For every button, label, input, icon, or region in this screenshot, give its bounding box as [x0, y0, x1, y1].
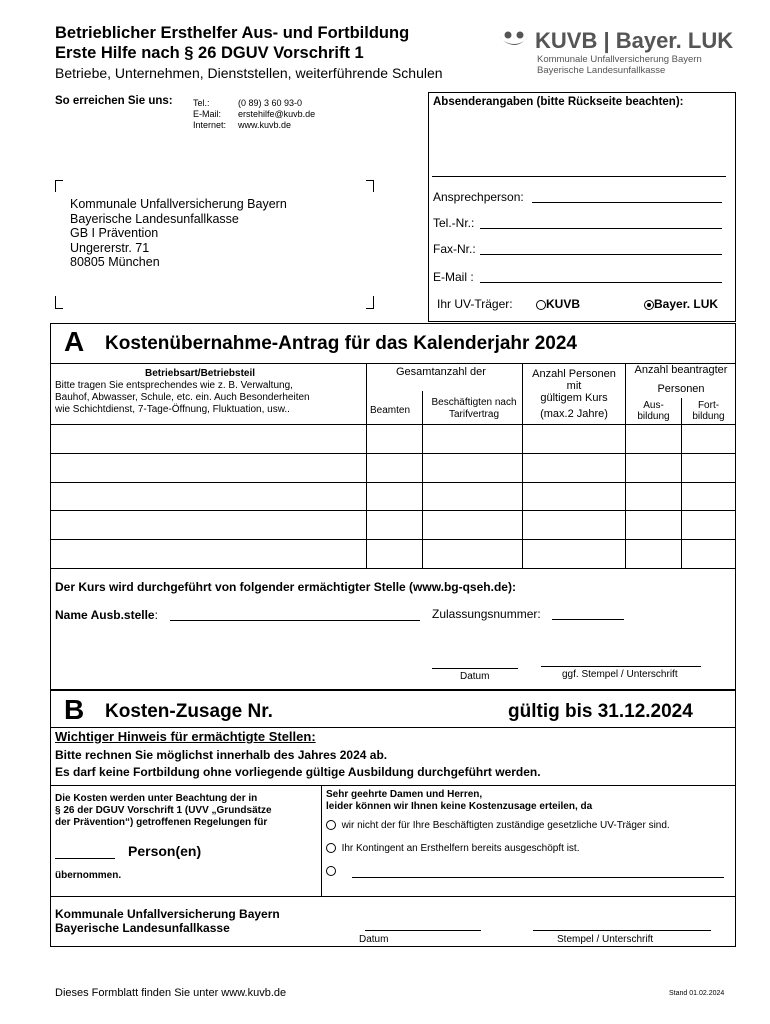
- org-line: Bayerische Landesunfallkasse: [55, 921, 230, 935]
- cost-line: der Prävention“) getroffenen Regelungen für: [55, 817, 268, 828]
- col-beantragt-2: Personen: [657, 383, 705, 395]
- course-text: Der Kurs wird durchgeführt von folgender ermächtigter Stelle (www.bg-qseh.de):: [55, 580, 516, 594]
- corner-mark: [366, 308, 374, 309]
- contact-email-value[interactable]: erstehilfe@kuvb.de: [238, 109, 316, 119]
- cost-line: Die Kosten werden unter Beachtung der in: [55, 793, 258, 804]
- b-date-field[interactable]: [365, 930, 481, 931]
- desc-line: Bauhof, Abwasser, Schule, etc. ein. Auch Besonderheiten: [55, 392, 310, 403]
- head-line: Aus-: [643, 400, 664, 411]
- form-subtitle: Betriebe, Unternehmen, Dienststellen, weiterführende Schulen: [55, 65, 443, 81]
- cost-line: § 26 der DGUV Vorschrift 1 (UVV „Grundsätze: [55, 805, 272, 816]
- table-col-line: [422, 391, 423, 568]
- reason-option-2-label: Ihr Kontingent an Ersthelfern bereits ausgeschöpft ist.: [341, 843, 580, 854]
- col-betriebsart-desc: [55, 380, 310, 416]
- section-a-title: Kostenübernahme-Antrag für das Kalenderjahr 2024: [105, 333, 577, 354]
- uv-option-luk[interactable]: [644, 297, 718, 311]
- table-row-line: [51, 539, 736, 540]
- date-field[interactable]: [432, 668, 518, 669]
- contact-tel-label: Tel.:: [193, 98, 210, 108]
- radio-icon[interactable]: [326, 866, 336, 876]
- hint-title: Wichtiger Hinweis für ermächtigte Stellen:: [55, 729, 316, 744]
- uv-option-kuvb-label: KUVB: [546, 297, 581, 311]
- section-b-divider: [51, 727, 736, 728]
- desc-line: Bitte tragen Sie entsprechendes wie z. B. Verwaltung,: [55, 380, 293, 391]
- contact-heading: So erreichen Sie uns:: [55, 95, 173, 107]
- fax-field[interactable]: [480, 254, 722, 255]
- signature-field[interactable]: [541, 666, 701, 667]
- sender-name-line[interactable]: [432, 176, 726, 177]
- table-bottom-border: [51, 568, 736, 569]
- logo-hands-icon: [497, 30, 531, 52]
- col-gesamt-head: Gesamtanzahl der: [396, 366, 486, 378]
- reason-option-1-label: wir nicht der für Ihre Beschäftigten zuständige gesetzliche UV-Träger sind.: [341, 820, 670, 831]
- section-b-divider: [51, 785, 736, 786]
- section-b-vline: [321, 785, 322, 896]
- uv-option-luk-label: Bayer. LUK: [654, 297, 719, 311]
- table-row-line: [51, 482, 736, 483]
- corner-mark: [373, 296, 374, 308]
- contact-internet-label: Internet:: [193, 120, 227, 130]
- address-line: 80805 München: [70, 255, 160, 269]
- reason-other-field[interactable]: [352, 877, 724, 878]
- col-beantragt-1: Anzahl beantragter: [634, 364, 728, 376]
- name-sep: :: [154, 608, 158, 622]
- col-fortbildung: [681, 400, 736, 422]
- table-col-line: [522, 363, 523, 568]
- org-line: Kommunale Unfallversicherung Bayern: [55, 907, 280, 921]
- col-gueltig: [524, 368, 624, 420]
- persons-field[interactable]: [55, 858, 115, 859]
- rejection-line: Sehr geehrte Damen und Herren,: [326, 789, 483, 800]
- table-col-line: [681, 398, 682, 568]
- table-col-line: [366, 363, 367, 568]
- hint-line2: Es darf keine Fortbildung ohne vorliegende gültige Ausbildung durchgeführt werden.: [55, 765, 541, 779]
- tel-field[interactable]: [480, 228, 722, 229]
- corner-mark: [55, 308, 63, 309]
- org-block: [55, 907, 280, 935]
- form-title-line1: Betrieblicher Ersthelfer Aus- und Fortbildung: [55, 24, 410, 42]
- name-field[interactable]: [170, 620, 420, 621]
- footer-note: Dieses Formblatt finden Sie unter www.kuvb.de: [55, 987, 287, 999]
- address-line: Kommunale Unfallversicherung Bayern: [70, 197, 287, 211]
- date-label: Datum: [460, 671, 490, 682]
- b-date-label: Datum: [359, 934, 389, 945]
- radio-icon[interactable]: [536, 300, 546, 310]
- logo-sub2: Bayerische Landesunfallkasse: [537, 65, 666, 76]
- cost-text: [55, 793, 272, 829]
- recipient-address: [70, 197, 287, 270]
- logo-sub1: Kommunale Unfallversicherung Bayern: [537, 54, 702, 65]
- head-line: Anzahl Personen: [532, 368, 616, 380]
- head-line: (max.2 Jahre): [540, 408, 608, 420]
- contact-internet-value[interactable]: www.kuvb.de: [238, 120, 292, 130]
- zulassung-field[interactable]: [552, 619, 624, 620]
- head-line: mit: [566, 380, 582, 392]
- table-col-line: [625, 363, 626, 568]
- radio-icon[interactable]: [326, 843, 336, 853]
- radio-selected-icon[interactable]: [644, 300, 654, 310]
- taken-label: übernommen.: [55, 870, 122, 881]
- tel-label: Tel.-Nr.:: [433, 216, 475, 230]
- name-label-wrap: [55, 608, 158, 622]
- radio-icon[interactable]: [326, 820, 336, 830]
- contact-person-label: Ansprechperson:: [433, 190, 524, 204]
- col-beamten: Beamten: [370, 405, 411, 416]
- corner-mark: [55, 296, 56, 308]
- b-signature-field[interactable]: [533, 930, 711, 931]
- address-line: GB I Prävention: [70, 226, 159, 240]
- table-row-line: [51, 453, 736, 454]
- table-header-border: [51, 424, 736, 425]
- head-line: Fort-: [697, 400, 720, 411]
- zulassung-label: Zulassungsnummer:: [432, 607, 541, 621]
- section-b-letter: B: [64, 694, 85, 725]
- section-a-letter: A: [64, 326, 85, 357]
- uv-label: Ihr UV-Träger:: [437, 297, 513, 311]
- corner-mark: [373, 180, 374, 192]
- col-ausbildung: [626, 400, 681, 422]
- corner-mark: [55, 180, 63, 181]
- address-line: Ungererstr. 71: [70, 240, 150, 255]
- reason-option-1[interactable]: [326, 820, 670, 831]
- corner-mark: [366, 180, 374, 181]
- reason-option-3[interactable]: [326, 866, 336, 877]
- head-line: Beschäftigten nach: [431, 397, 517, 408]
- address-line: Bayerische Landesunfallkasse: [70, 211, 239, 226]
- table-row-line: [51, 510, 736, 511]
- logo-brand: KUVB | Bayer. LUK: [535, 28, 734, 53]
- hint-line1: Bitte rechnen Sie möglichst innerhalb des Jahres 2024 ab.: [55, 748, 388, 762]
- head-line: gültigem Kurs: [540, 392, 608, 404]
- fax-label: Fax-Nr.:: [433, 242, 476, 256]
- head-line: bildung: [692, 411, 725, 422]
- section-b-valid: gültig bis 31.12.2024: [508, 701, 693, 722]
- b-signature-label: Stempel / Unterschrift: [557, 934, 654, 945]
- footer-version: Stand 01.02.2024: [669, 990, 725, 997]
- desc-line: wie Schichtdienst, 7-Tage-Öffnung, Fluktuation, usw..: [55, 404, 290, 415]
- rejection-text: [326, 789, 592, 813]
- section-b-title: Kosten-Zusage Nr.: [105, 701, 273, 722]
- uv-option-kuvb[interactable]: [536, 297, 580, 311]
- persons-label: Person(en): [128, 843, 202, 859]
- sender-heading: Absenderangaben (bitte Rückseite beachten):: [433, 96, 684, 108]
- signature-label: ggf. Stempel / Unterschrift: [562, 669, 678, 680]
- contact-tel-value: (0 89) 3 60 93-0: [238, 98, 303, 108]
- col-beschaeftigte: [426, 397, 522, 421]
- sender-box: [428, 92, 736, 322]
- contact-person-field[interactable]: [532, 202, 722, 203]
- form-title-line2: Erste Hilfe nach § 26 DGUV Vorschrift 1: [55, 44, 364, 62]
- section-b-divider: [51, 896, 736, 897]
- head-line: bildung: [637, 411, 670, 422]
- head-line: Tarifvertrag: [448, 409, 499, 420]
- email-field[interactable]: [480, 282, 722, 283]
- corner-mark: [55, 180, 56, 192]
- col-betriebsart-head: Betriebsart/Betriebsteil: [145, 368, 256, 379]
- rejection-line: leider können wir Ihnen keine Kostenzusage erteilen, da: [326, 801, 593, 812]
- name-label: Name Ausb.stelle: [55, 608, 155, 622]
- reason-option-2[interactable]: [326, 843, 579, 854]
- contact-email-label: E-Mail:: [193, 109, 222, 119]
- email-label: E-Mail :: [433, 270, 474, 284]
